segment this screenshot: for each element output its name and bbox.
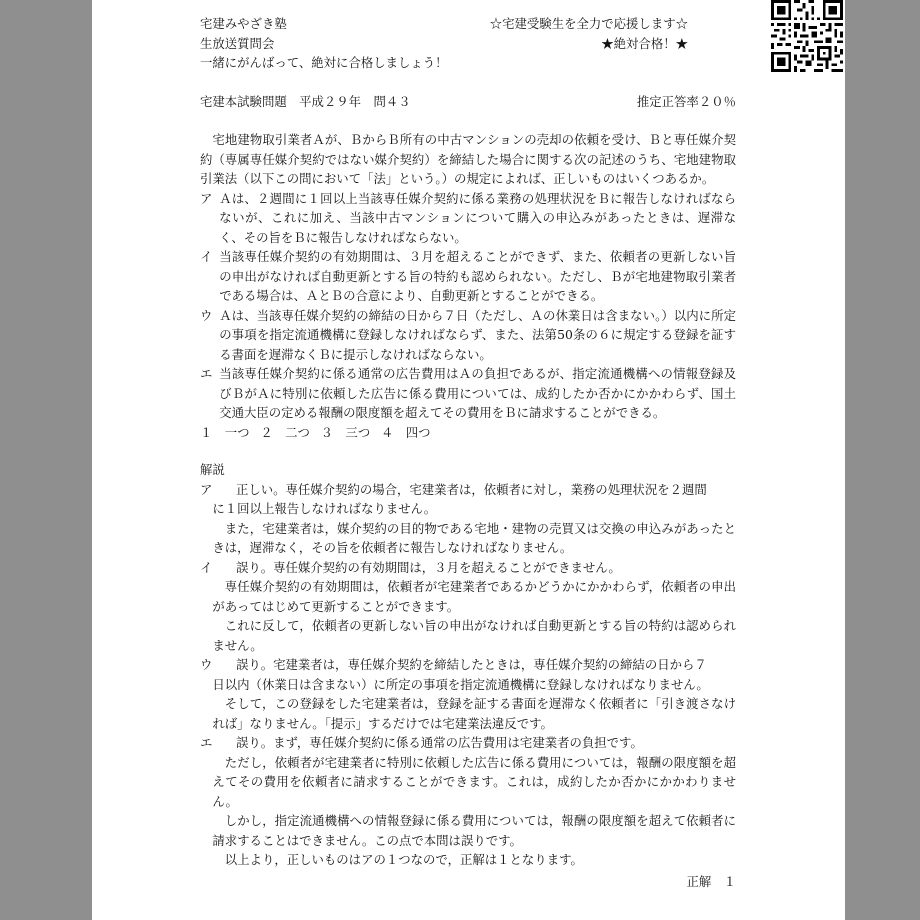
slogan-pass: ★絶対合格！★ [601, 35, 688, 51]
choice-3: ３ 三つ [320, 424, 371, 440]
header-row-1 [200, 14, 736, 34]
explanation-paragraph: 専任媒介契約の有効期間は，依頼者が宅建業者であるかどうかにかかわらず，依頼者の申出があってはじめて更新することができます。 [212, 579, 736, 614]
option-label: イ [200, 249, 213, 264]
qr-code[interactable] [771, 0, 843, 72]
explanation-paragraph: そして，この登録をした宅建業者は，登録を証する書面を遅滞なく依頼者に「引き渡さなければ」なりません。「提示」するだけでは宅建業法違反です。 [212, 696, 736, 731]
explanation-paragraph: また，宅建業者は，媒介契約の目的物である宅地・建物の売買又は交換の申込みがあったときは，遅滞なく，その旨を依頼者に報告しなければなりません。 [212, 520, 736, 555]
document-page [92, 0, 845, 920]
option-e [200, 364, 736, 423]
option-text: Ａは、２週間に１回以上当該専任媒介契約に係る業務の処理状況をＢに報告しなければならないが、これに加え、当該中古マンションについて購入の申込みがあったときは、遅滞なく、その旨をＢに報告しなければならない。 [219, 190, 736, 245]
explanation-label: イ [200, 559, 213, 575]
slogan-support: ☆宅建受験生を全力で応援します☆ [489, 16, 688, 31]
explanation-conclusion: 以上より，正しいものはアの１つなので，正解は１となります。 [224, 852, 583, 867]
question-meta-row [200, 92, 736, 112]
option-label: ア [200, 190, 213, 206]
explanation-item-e [200, 733, 736, 753]
choice-1: １ 一つ [200, 424, 250, 440]
explanation-lead: 正しい。専任媒介契約の場合，宅建業者は，依頼者に対し，業務の処理状況を２週間 [235, 481, 707, 497]
correct-rate: 推定正答率２０％ [636, 93, 736, 109]
question-title: 宅建本試験問題 平成２９年 問４３ [200, 93, 411, 109]
explanation-continuation: 日以内（休業日は含まない）に所定の事項を指定流通機構に登録しなければなりません。 [212, 676, 709, 692]
answer-choices [200, 423, 736, 443]
explanation-label: ウ [200, 657, 213, 672]
school-name: 宅建みやざき塾 [200, 16, 287, 31]
option-text: Ａは、当該専任媒介契約の締結の日から７日（ただし、Ａの休業日は含まない。）以内に所定の事項を指定流通機構に登録しなければならず、また、法第50条の６に規定する登録を証する書面を遅滞なくＢに提示しなければならない。 [219, 307, 736, 362]
option-text: 当該専任媒介契約の有効期間は、３月を超えることができず、また、依頼者の更新しない旨の申出がなければ自動更新とする旨の特約も認められない。ただし、Ｂが宅地建物取引業者である場合は、ＡとＢの合意により、自動更新とすることができる。 [219, 249, 736, 303]
explanation-label: エ [200, 735, 213, 750]
choice-4: ４ 四つ [380, 424, 431, 440]
explanation-lead: 誤り。宅建業者は，専任媒介契約を締結したときは，専任媒介契約の締結の日から７ [235, 657, 707, 672]
encouragement-text: 一緒にがんばって、絶対に合格しましょう！ [200, 55, 448, 70]
explanation-item-u [200, 655, 736, 675]
choice-2: ２ 二つ [260, 424, 310, 440]
explanation-lead: 誤り。専任媒介契約の有効期間は，３月を超えることができません。 [235, 559, 621, 575]
explanation-lead: 誤り。まず，専任媒介契約に係る通常の広告費用は宅建業者の負担です。 [235, 735, 643, 750]
option-u [200, 306, 736, 365]
option-label: エ [200, 366, 213, 381]
option-i [200, 247, 736, 306]
explanation-continuation: に１回以上報告しなければなりません。 [212, 501, 437, 516]
explanation-paragraph: ただし，依頼者が宅建業者に特別に依頼した広告に係る費用については，報酬の限度額を超えてその費用を依頼者に請求することができます。これは，成約したか否かにかかわりません。 [212, 754, 736, 809]
explanation-heading: 解説 [200, 462, 225, 477]
explanation-item-i [200, 558, 736, 578]
explanation-paragraph: これに反して，依頼者の更新しない旨の申出がなければ自動更新とする旨の特約は認められません。 [212, 618, 736, 653]
option-a [200, 189, 736, 248]
final-answer: 正解 １ [686, 873, 736, 889]
question-body: 宅地建物取引業者Ａが、ＢからＢ所有の中古マンションの売却の依頼を受け、Ｂと専任媒介契約（専属専任媒介契約ではない媒介契約）を締結した場合に関する次の記述のうち、宅地建物取引業法（以下この問において「法」という。）の規定によれば、正しいものはいくつあるか。 [200, 132, 736, 186]
explanation-paragraph: しかし，指定流通機構への情報登録に係る費用については，報酬の限度額を超えて依頼者に請求することはできません。この点で本問は誤りです。 [212, 813, 736, 848]
explanation-item-a [200, 480, 736, 500]
option-label: ウ [200, 307, 213, 323]
session-name: 生放送質問会 [200, 35, 275, 51]
header-row-2 [200, 34, 736, 54]
document-content [200, 14, 736, 891]
explanation-label: ア [200, 481, 213, 497]
option-text: 当該専任媒介契約に係る通常の広告費用はＡの負担であるが、指定流通機構への情報登録及びＢがＡに特別に依頼した広告に係る費用については、成約したか否かにかかわらず、国土交通大臣の定める報酬の限度額を超えてその費用をＢに請求することができる。 [219, 366, 736, 420]
